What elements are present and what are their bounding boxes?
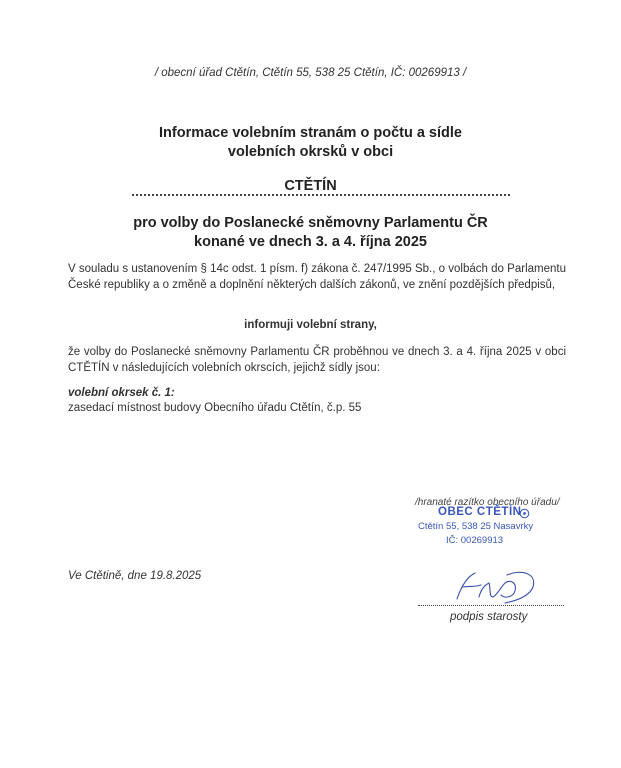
document-title	[0, 124, 621, 162]
election-subtitle	[0, 214, 621, 252]
district-location: zasedací místnost budovy Obecního úřadu Ctětín, č.p. 55	[68, 402, 362, 414]
title-line-1: Informace volebním stranám o počtu a sídle	[159, 125, 462, 141]
signature-label: podpis starosty	[450, 611, 528, 623]
office-header: / obecní úřad Ctětín, Ctětín 55, 538 25 Ctětín, IČ: 00269913 /	[154, 67, 467, 79]
title-line-2: volebních okrsků v obci	[227, 144, 394, 160]
place-and-date: Ve Ctětině, dne 19.8.2025	[68, 570, 202, 582]
stamp-note: /hranaté razítko obecního úřadu/	[415, 497, 560, 508]
election-info-paragraph: že volby do Poslanecké sněmovny Parlamentu ČR proběhnou ve dnech 3. a 4. října 2025 v obci CTĚTÍN v následujících volebních okrscích, jejichž sídly jsou:	[68, 346, 566, 374]
signature-icon	[445, 565, 545, 607]
legal-basis-paragraph: V souladu s ustanovením § 14c odst. 1 písm. f) zákona č. 247/1995 Sb., o volbách do Parlamentu České republiky a o změně a doplnění některých dalších zákonů, ve znění pozdějších předpisů,	[68, 263, 566, 291]
subtitle-line-1: pro volby do Poslanecké sněmovny Parlamentu ČR	[133, 215, 488, 231]
dotted-rule	[132, 194, 510, 196]
announcement-line: informuji volební strany,	[244, 319, 377, 331]
stamp-address: Ctětín 55, 538 25 Nasavrky	[418, 521, 534, 532]
signature-line	[418, 605, 564, 606]
district-label: volební okrsek č. 1:	[68, 387, 175, 399]
municipality-name: CTĚTÍN	[284, 178, 337, 194]
stamp-name: OBEC CTĚTÍN	[438, 506, 522, 518]
subtitle-line-2: konané ve dnech 3. a 4. října 2025	[194, 234, 427, 250]
seal-icon	[519, 508, 530, 519]
stamp-ico: IČ: 00269913	[446, 535, 504, 546]
